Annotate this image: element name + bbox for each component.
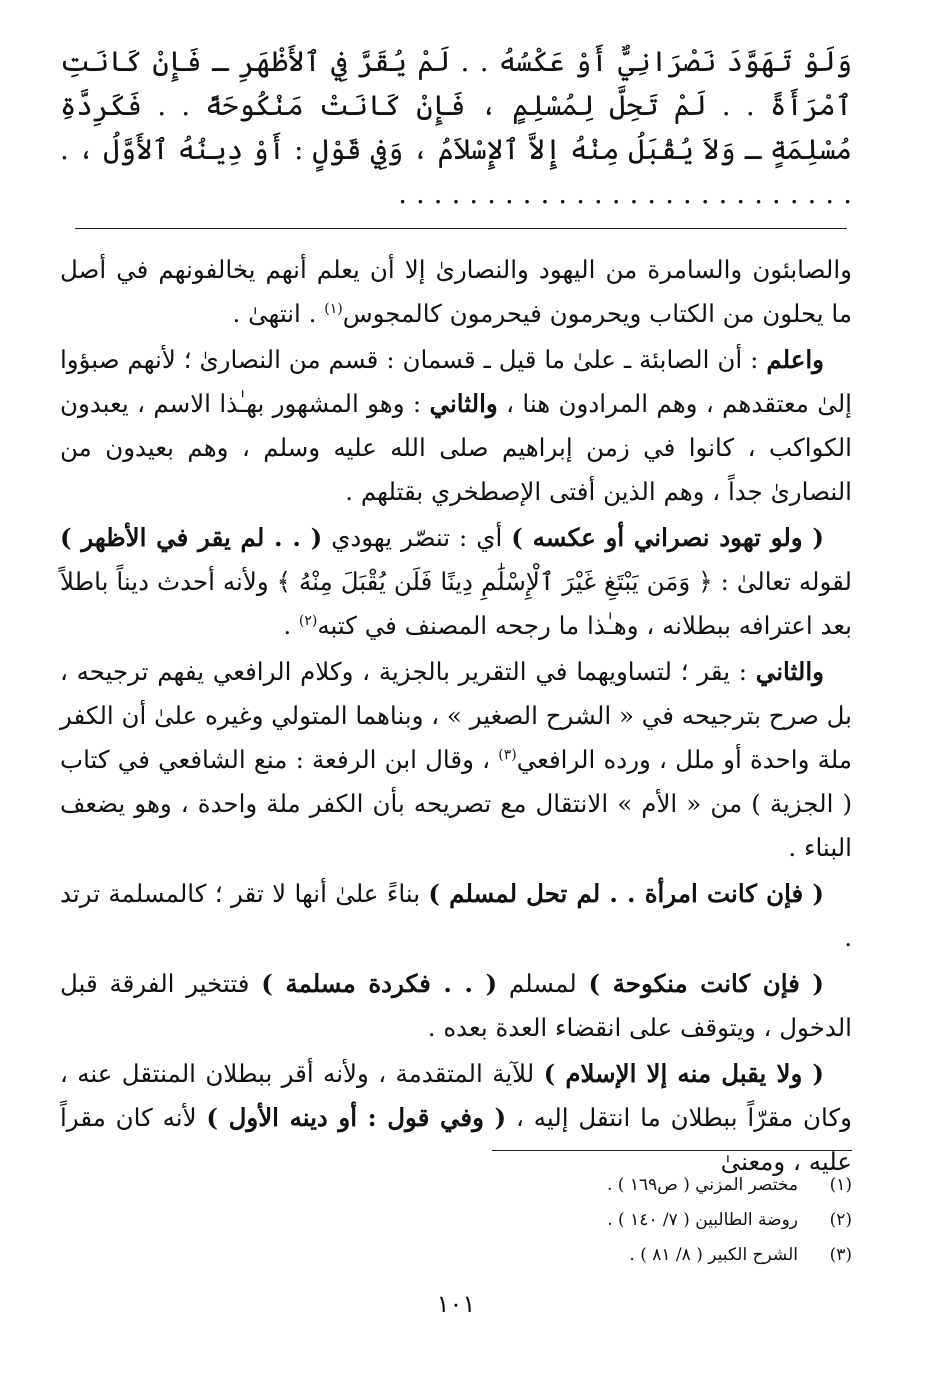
commentary-text: والصابئون والسامرة من اليهود والنصارىٰ إلا أن يعلم أنهم يخالفونهم في أصل ما يحلون من الكتاب ويحرمون فيحرمون كالمجوس: [60, 255, 852, 328]
quoted-matn: ( . . فكردة مسلمة ): [261, 969, 498, 998]
footnote-ref-3[interactable]: (٣): [498, 746, 517, 763]
commentary-paragraph-4: [60, 650, 852, 870]
bold-heading: والثاني: [429, 389, 498, 418]
quoted-matn: ( وفي قول : أو دينه الأول ): [206, 1103, 507, 1132]
quoted-matn: ( . . لم يقر في الأظهر ): [60, 523, 323, 552]
footnote-item: [60, 1203, 852, 1238]
commentary-text: . انتهىٰ .: [232, 299, 325, 328]
bold-heading: والثاني: [755, 657, 824, 686]
book-page: [60, 0, 852, 1374]
commentary-text: ، وقال ابن الرفعة : منع الشافعي في كتاب ( الجزية ) من « الأم » الانتقال مع تصريحه بأن الكفر ملة واحدة ، وهو يضعف البناء .: [60, 745, 852, 862]
commentary-paragraph-6: [60, 962, 852, 1050]
commentary-text: لأنه كان مقراً عليه ، ومعنىٰ: [60, 1103, 852, 1176]
footnote-number: (٣): [829, 1245, 852, 1265]
footnote-text: روضة الطالبين ( ٧/ ١٤٠ ) .: [607, 1210, 798, 1230]
commentary-text: لمسلم: [497, 969, 589, 998]
commentary-text: : أن الصابئة ـ علىٰ ما قيل ـ قسمان : قسم من النصارىٰ ؛ لأنهم صبؤوا إلىٰ معتقدهم ، وهم المرادون هنا ،: [60, 345, 852, 418]
commentary-text: : يقر ؛ لتساويهما في التقرير بالجزية ، وكلام الرافعي يفهم ترجيحه ، بل صرح بترجيحه في « الشرح الصغير » ، وبناهما المتولي وغيره علىٰ أن الكفر ملة واحدة أو ملل ، ورده الرافعي: [60, 657, 852, 774]
quoted-matn: ( فإن كانت منكوحة ): [588, 969, 824, 998]
commentary-paragraph-2: [60, 338, 852, 514]
footnote-item: [60, 1168, 852, 1203]
footnote-text: مختصر المزني ( ص١٦٩ ) .: [607, 1175, 798, 1195]
commentary-text: بناءً علىٰ أنها لا تقر ؛ كالمسلمة ترتد .: [60, 879, 852, 952]
quoted-matn: ( فإن كانت امرأة . . لم تحل لمسلم ): [428, 879, 824, 908]
text-separator-line: [75, 228, 847, 229]
commentary-paragraph-3: [60, 516, 852, 648]
footnote-item: [60, 1238, 852, 1273]
commentary-text: للآية المتقدمة ، ولأنه أقر ببطلان المنتقل عنه ، وكان مقرّاً ببطلان ما انتقل إليه ،: [60, 1059, 852, 1132]
footnotes-list: [60, 1168, 852, 1273]
commentary-text: : وهو المشهور بهـٰذا الاسم ، يعبدون الكواكب ، كانوا في زمن إبراهيم صلى الله عليه وسلم ، وهم بعيدون من النصارىٰ جداً ، وهم الذين أفتى الإصطخري بقتلهم .: [60, 389, 852, 506]
commentary-text: لقوله تعالىٰ : ﴿ وَمَن يَبْتَغِ غَيْرَ ٱلْإِسْلَٰمِ دِينًا فَلَن يُقْبَلَ مِنْهُ ﴾ ولأنه أحدث ديناً باطلاً بعد اعترافه ببطلانه ، وهـٰذا ما رجحه المصنف في كتبه: [60, 567, 852, 640]
matn-paragraph: وَلَوْ تَهَوَّدَ نَصْرَانِيٌّ أَوْ عَكْسُهُ . . لَمْ يُقَرَّ فِي ٱلأَظْهَرِ ـ فَإِنْ كَانَتِ ٱمْرَأَةً . . لَمْ تَحِلَّ لِمُسْلِمٍ ، فَإِنْ كَانَتْ مَنْكُوحَةً . . فَكَرِدَّةِ مُسْلِمَةٍ ـ وَلاَ يُقْبَلُ مِنْهُ إِلاَّ ٱلإِسْلاَمُ ، وَفِي قَوْلٍ : أَوْ دِينُهُ ٱلأَوَّلُ ، . . . . . . . . . . . . . . . . . . . . . . . . . . .: [60, 45, 852, 210]
commentary-paragraph-1: [60, 248, 852, 336]
footnote-separator-line: [492, 1150, 852, 1151]
footnote-number: (٢): [829, 1210, 852, 1230]
footnote-ref-2[interactable]: (٢): [298, 612, 318, 629]
commentary-block: [60, 248, 852, 1186]
quoted-matn: ( ولا يقبل منه إلا الإسلام ): [543, 1059, 824, 1088]
main-text-block: [60, 40, 852, 216]
bold-heading: واعلم: [766, 345, 824, 374]
footnote-ref-1[interactable]: (١): [324, 300, 343, 317]
commentary-text: .: [283, 611, 299, 640]
commentary-paragraph-5: [60, 872, 852, 960]
commentary-paragraph-7: [60, 1052, 852, 1184]
footnote-text: الشرح الكبير ( ٨/ ٨١ ) .: [629, 1245, 798, 1265]
footnote-number: (١): [829, 1175, 852, 1195]
quoted-matn: ( ولو تهود نصراني أو عكسه ): [511, 523, 824, 552]
commentary-text: أي : تنصّر يهودي: [322, 523, 512, 552]
page-number: ١٠١: [436, 1290, 476, 1318]
commentary-text: فتتخير الفرقة قبل الدخول ، ويتوقف على انقضاء العدة بعده .: [60, 969, 852, 1042]
